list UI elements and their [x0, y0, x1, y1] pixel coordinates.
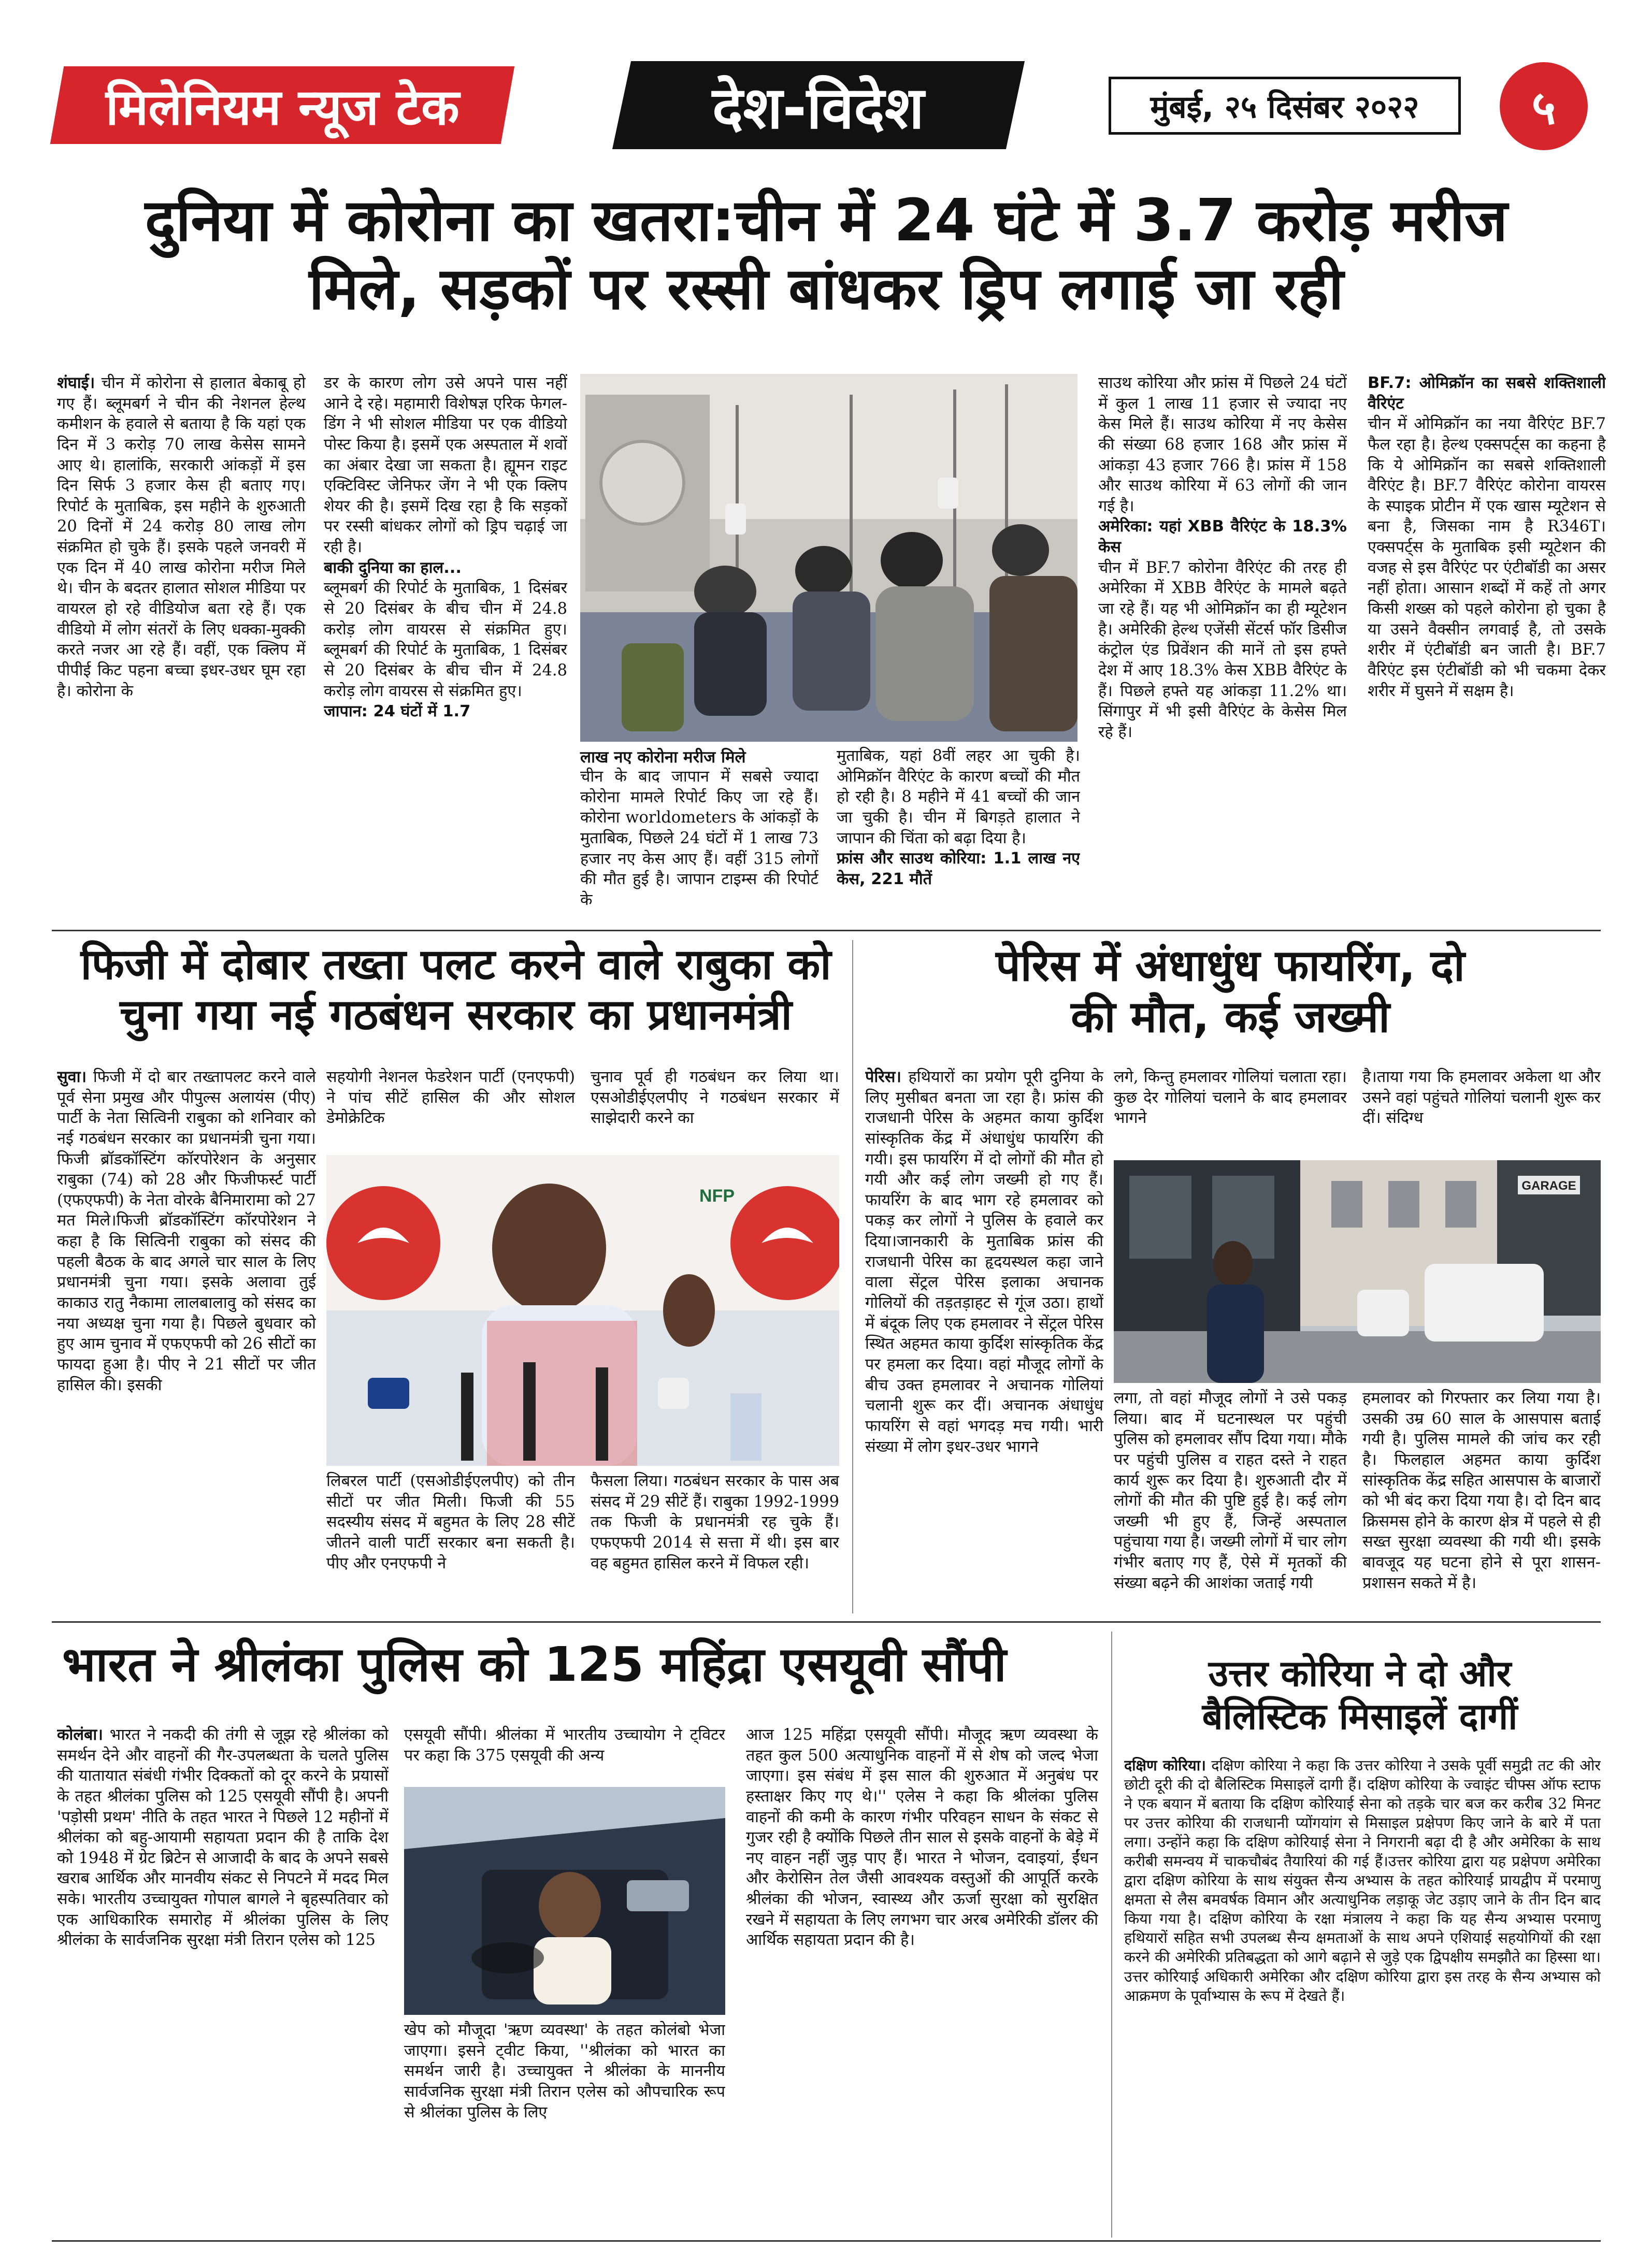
story1-col1: शंघाई। चीन में कोरोना से हालात बेकाबू हो गए हैं। ब्लूमबर्ग ने चीन की नेशनल हेल्थ कमीशन के हवाले से बताया है कि यहां एक दिन में 3 करोड़ 70 लाख केसेस सामने आए थे। हालांकि, सरकारी आंकड़ों में इस दिन सिर्फ 3 हजार केस ही बताए गए। रिपोर्ट के मुताबिक, इस महीने के शुरुआती 20 दिनों में 24 करोड़ 80 लाख लोग संक्रमित हो चुके हैं। इसके पहले जनवरी में एक दिन में 40 लाख कोरोना मरीज मिले थे। चीन के बदतर हालात सोशल मीडिया पर वायरल हो रहे वीडियोज बता रहे हैं। एक वीडियो में लोग संतरों के लिए धक्का-मुक्की करते नजर आ रहे हैं। वहीं, एक क्लिप में पीपीई किट पहना बच्चा इधर-उधर घूम रहा है। कोरोना के: [57, 374, 306, 700]
story4-col2-bottom: खेप को मौजूदा 'ऋण व्यवस्था' के तहत कोलंबो भेजा जाएगा। इसने ट्वीट किया, ''श्रीलंका को भारत का समर्थन जारी है। उच्चायुक्त ने श्रीलंका के माननीय सार्वजनिक सुरक्षा मंत्री तिरान एलेस को औपचारिक रूप से श्रीलंका पुलिस के लिए: [404, 2021, 725, 2122]
story1-headline: दुनिया में कोरोना का खतरा:चीन में 24 घंटे में 3.7 करोड़ मरीज मिले, सड़कों पर रस्सी बांधकर ड्रिप लगाई जा रही: [145, 187, 1508, 323]
paris-street-photo: [1114, 1160, 1601, 1383]
story1-col6: BF.7: ओमिक्रॉन का सबसे शक्तिशाली वैरिएंट चीन में ओमिक्रॉन का नया वैरिएंट BF.7 फैल रहा है। हेल्थ एक्सपर्ट्स का कहना है कि ये ओमिक्रॉन का सबसे शक्तिशाली वैरिएंट है। BF.7 वैरिएंट कोरोना वायरस के स्पाइक प्रोटीन में एक खास म्यूटेशन से बना है, जिसका नाम है R346T। एक्सपर्ट्स के मुताबिक इसी म्यूटेशन की वजह से इस वैरिएंट पर एंटीबॉडी का असर नहीं होता। आसान शब्दों में कहें तो अगर किसी शख्स को पहले कोरोना हो चुका है या उसने वैक्सीन लगवाई है, तो उसके शरीर में एंटीबॉडी बन जाती है। BF.7 वैरिएंट इस एंटीबॉडी को भी चकमा देकर शरीर में घुसने में सक्षम है।: [1368, 374, 1606, 700]
story4-col1: कोलंबा। भारत ने नकदी की तंगी से जूझ रहे श्रीलंका को समर्थन देने और वाहनों की गैर-उपलब्धता के चलते पुलिस की यातायात संबंधी गंभीर दिक्कतों को दूर करने के प्रयासों के तहत श्रीलंका पुलिस को 125 एसयूवी सौंपी है। अपनी 'पड़ोसी प्रथम' नीति के तहत भारत ने पिछले 12 महीनों में श्रीलंका को बहु-आयामी सहायता प्रदान की है ताकि देश को 1948 में ग्रेट ब्रिटेन से आजादी के बाद के अपने सबसे खराब आर्थिक और मानवीय संकट से निपटने में मदद मिल सके। भारतीय उच्चायुक्त गोपाल बागले ने बृहस्पतिवार को एक आधिकारिक समारोह में श्रीलंका पुलिस के लिए श्रीलंका के सार्वजनिक सुरक्षा मंत्री तिरान एलेस को 125: [57, 1726, 389, 1950]
divider: [52, 2240, 1601, 2242]
story4-headline: भारत ने श्रीलंका पुलिस को 125 महिंद्रा एसयूवी सौंपी: [62, 1637, 1007, 1692]
divider: [852, 940, 853, 1613]
story5-body: दक्षिण कोरिया। दक्षिण कोरिया ने कहा कि उत्तर कोरिया ने उसके पूर्वी समुद्री तट की ओर छोटी दूरी की दो बैलिस्टिक मिसाइलें दागी हैं। दक्षिण कोरिया के ज्वाइंट चीफ्स ऑफ स्टाफ ने एक बयान में बताया कि दक्षिण कोरियाई सेना को तड़के चार बज कर करीब 32 मिनट पर उत्तर कोरिया की राजधानी प्योंगयांग से मिसाइल प्रक्षेपण किए जाने के बारे में पता लगा। उन्होंने कहा कि दक्षिण कोरियाई सेना ने निगरानी बढ़ा दी है और अमेरिका के साथ करीबी समन्वय में चाकचौबंद तैयारियां की गई हैं।उत्तर कोरिया द्वारा यह प्रक्षेपण अमेरिका द्वारा दक्षिण कोरिया के साथ संयुक्त सैन्य अभ्यास के तहत कोरियाई प्रायद्वीप में परमाणु क्षमता से लैस बमवर्षक विमान और अत्याधुनिक लड़ाकू जेट उड़ाए जाने के तीन दिन बाद किया गया है। दक्षिण कोरिया के रक्षा मंत्रालय ने कहा कि यह सैन्य अभ्यास परमाणु हथियारों सहित सभी उपलब्ध सैन्य क्षमताओं के साथ अपने एशियाई सहयोगियों की रक्षा करने की अमेरिकी प्रतिबद्धता को आगे बढ़ाने से जुड़े एक द्विपक्षीय समझौते का हिस्सा था। उत्तर कोरियाई अधिकारी अमेरिका और दक्षिण कोरिया द्वारा इस तरह के सैन्य अभ्यास को आक्रमण के पूर्वाभ्यास के रूप में देखते हैं।: [1124, 1757, 1601, 2005]
story1-photo-caption: लाख नए कोरोना मरीज मिले: [580, 748, 746, 767]
story2-headline: फिजी में दोबार तख्ता पलट करने वाले राबुका को चुना गया नई गठबंधन सरकार का प्रधानमंत्री: [80, 940, 831, 1040]
story2-col3-bottom: फैसला लिया। गठबंधन सरकार के पास अब संसद में 29 सीटें हैं। राबुका 1992-1999 तक फिजी के प्रधानमंत्री रह चुके हैं। एफएफपी 2014 से सत्ता में थी। इस बार वह बहुमत हासिल करने में विफल रही।: [591, 1472, 839, 1573]
story5-headline: उत्तर कोरिया ने दो और बैलिस्टिक मिसाइलें दागीं: [1202, 1652, 1518, 1738]
page-number: ५: [1500, 62, 1588, 150]
story3-col1: पेरिस। हथियारों का प्रयोग पूरी दुनिया के लिए मुसीबत बनता जा रहा है। फ्रांस की राजधानी पेरिस के अहमत काया कुर्दिश सांस्कृतिक केंद्र में अंधाधुंध फायरिंग की गयी। इस फायरिंग में दो लोगों की मौत हो गयी और कई लोग जख्मी हो गए हैं। फायरिंग के बाद भाग रहे हमलावर को पकड़ कर लोगों ने पुलिस के हवाले कर दिया।जानकारी के मुताबिक फ्रांस की राजधानी पेरिस का हृदयस्थल कहा जाने वाला सेंट्रल पेरिस इलाका अचानक गोलियों की तड़तड़ाहट से गूंज उठा। हाथों में बंदूक लिए एक हमलावर ने सेंट्रल पेरिस स्थित अहमत काया कुर्दिश सांस्कृतिक केंद्र पर हमला कर दिया। वहां मौजूद लोगों के बीच उक्त हमलावर ने अचानक गोलियां चलानी शुरू कर दीं। अचानक अंधाधुंध फायरिंग से वहां भगदड़ मच गयी। भारी संख्या में लोग इधर-उधर भागने: [865, 1068, 1103, 1456]
story1-col3: चीन के बाद जापान में सबसे ज्यादा कोरोना मामले रिपोर्ट किए जा रहे हैं। कोरोना worldometers के आंकड़ों के मुताबिक, पिछले 24 घंटों में 1 लाख 73 हजार नए केस आए हैं। वहीं 315 लोगों की मौत हुई है। जापान टाइम्स की रिपोर्ट के: [580, 768, 818, 909]
story2-col1: सुवा। फिजी में दो बार तख्तापलट करने वाले पूर्व सेना प्रमुख और पीपुल्स अलायंस (पीए) पार्टी के नेता सित्विनी राबुका को शनिवार को नई गठबंधन सरकार का प्रधानमंत्री चुना गया। फिजी ब्रॉडकॉस्टिंग कॉरपोरेशन के अनुसार राबुका (74) को 28 और फिजीफर्स्ट पार्टी (एफएफपी) के नेता वोरके बैनिमारामा को 27 मत मिले।फिजी ब्रॉडकॉस्टिंग कॉरपोरेशन ने कहा है कि सित्विनी राबुका को संसद की पहली बैठक के बाद अगले चार साल के लिए प्रधानमंत्री चुना गया। इसके अलावा तुई काकाउ रातु नैकामा लालबालावु को संसद का नया अध्यक्ष चुना गया है। पिछले बुधवार को हुए आम चुनाव में एफएफपी को 26 सीटों का फायदा हुआ है। पीए ने 21 सीटों पर जीत हासिल की। इसकी: [57, 1068, 316, 1394]
story4-col2-top: एसयूवी सौंपी। श्रीलंका में भारतीय उच्चायोग ने ट्विटर पर कहा कि 375 एसयूवी की अन्य: [404, 1726, 725, 1765]
suv-handover-photo: [404, 1787, 725, 2015]
story3-col3-bottom: हमलावर को गिरफ्तार कर लिया गया है। उसकी उम्र 60 साल के आसपास बताई गयी है। पुलिस मामले की जांच कर रही है। फिलहाल अहमत काया कुर्दिश सांस्कृतिक केंद्र सहित आसपास के बाजारों को भी बंद करा दिया गया है। दो दिन बाद क्रिसमस होने के कारण क्षेत्र में पहले से ही सख्त सुरक्षा व्यवस्था की गयी थी। इसके बावजूद यह घटना होने से पूरा शासन-प्रशासन सकते में है।: [1362, 1389, 1601, 1592]
hospital-drip-photo: [580, 374, 1078, 742]
story4-col3: आज 125 महिंद्रा एसयूवी सौंपी। मौजूद ऋण व्यवस्था के तहत कुल 500 अत्याधुनिक वाहनों में से शेष को जल्द भेजा जाएगा। इस संबंध में इस साल की शुरुआत में अनुबंध पर हस्ताक्षर किए गए थे।'' एलेस ने कहा कि श्रीलंका पुलिस वाहनों की कमी के कारण गंभीर परिवहन साधन के संकट से गुजर रही है क्योंकि पिछले तीन साल से इसके वाहनों के बेड़े में नए वाहन नहीं जुड़ पाए हैं। भारत ने भोजन, दवाइयां, ईंधन और केरोसिन तेल जैसी आवश्यक वस्तुओं की आपूर्ति करके श्रीलंका की भोजन, स्वास्थ्य और ऊर्जा सुरक्षा को सुरक्षित रखने में सहायता के लिए लगभग चार अरब अमेरिकी डॉलर की आर्थिक सहायता प्रदान की है।: [746, 1726, 1098, 1950]
story1-col2: डर के कारण लोग उसे अपने पास नहीं आने दे रहे। महामारी विशेषज्ञ एरिक फेगल-डिंग ने भी सोशल मीडिया पर एक वीडियो पोस्ट किया है। इसमें एक अस्पताल में शवों का अंबार देखा जा सकता है। ह्यूमन राइट एक्टिविस्ट जेनिफर जेंग ने भी एक क्लिप शेयर की है। इसमें दिख रहा है कि सड़कों पर रस्सी बांधकर लोगों को ड्रिप चढ़ाई जा रही है। बाकी दुनिया का हाल... ब्लूमबर्ग की रिपोर्ट के मुताबिक, 1 दिसंबर से 20 दिसंबर के बीच चीन में 24.8 करोड़ लोग वायरस से संक्रमित हुए। ब्लूमबर्ग की रिपोर्ट के मुताबिक, 1 दिसंबर से 20 दिसंबर के बीच चीन में 24.8 करोड़ लोग वायरस से संक्रमित हुए। जापान: 24 घंटों में 1.7: [324, 374, 567, 721]
divider: [1111, 1632, 1112, 2238]
story2-col2-top: सहयोगी नेशनल फेडरेशन पार्टी (एनएफपी) ने पांच सीटें हासिल की और सोशल डेमोक्रेटिक: [326, 1068, 575, 1128]
story1-col5: साउथ कोरिया और फ्रांस में पिछले 24 घंटों में कुल 1 लाख 11 हजार से ज्यादा नए केस मिले हैं। साउथ कोरिया में नए केसेस की संख्या 68 हजार 168 और फ्रांस में आंकड़ा 43 हजार 766 है। फ्रांस में 158 और साउथ कोरिया में 63 लोगों की जान गई है। अमेरिका: यहां XBB वैरिएंट के 18.3% केस चीन में BF.7 कोरोना वैरिएंट की तरह ही अमेरिका में XBB वैरिएंट के मामले बढ़ते जा रहे हैं। यह भी ओमिक्रॉन का ही म्यूटेशन है। अमेरिकी हेल्थ एजेंसी सेंटर्स फॉर डिसीज कंट्रोल एंड प्रिवेंशन की मानें तो इस हफ्ते देश में आए 18.3% केस XBB वैरिएंट के हैं। पिछले हफ्ते यह आंकड़ा 11.2% था। सिंगापुर में भी इसी वैरिएंट के केसेस मिल रहे हैं।: [1098, 374, 1347, 741]
divider: [52, 1621, 1601, 1623]
story1-col4: मुताबिक, यहां 8वीं लहर आ चुकी है। ओमिक्रॉन वैरिएंट के कारण बच्चों की मौत हो रही है। 8 महीने में 41 बच्चों की जान जा चुकी है। चीन में बिगड़ते हालात ने जापान की चिंता को बढ़ा दिया है। फ्रांस और साउथ कोरिया: 1.1 लाख नए केस, 221 मौतें: [837, 747, 1080, 888]
story2-col3-top: चुनाव पूर्व ही गठबंधन कर लिया था। एसओडीईएलपीए ने गठबंधन सरकार में साझेदारी करने का: [591, 1068, 839, 1128]
story3-col2-top: लगे, किन्तु हमलावर गोलियां चलाता रहा। कुछ देर गोलियां चलाने के बाद हमलावर भागने: [1114, 1068, 1347, 1128]
section-title: देश-विदेश: [612, 61, 1025, 149]
story3-col3-top: है।ताया गया कि हमलावर अकेला था और उसने वहां पहुंचते गोलियां चलानी शुरू कर दीं। संदिग्ध: [1362, 1068, 1601, 1128]
story3-headline: पेरिस में अंधाधुंध फायरिंग, दो की मौत, कई जख्मी: [996, 940, 1465, 1043]
issue-date: मुंबई, २५ दिसंबर २०२२: [1109, 77, 1461, 135]
backdrop-letters: NFP: [699, 1186, 735, 1206]
story3-col2-bottom: लगा, तो वहां मौजूद लोगों ने उसे पकड़ लिया। बाद में घटनास्थल पर पहुंची पुलिस को हमलावर सौंप दिया गया। मौके पर पहुंची पुलिस व राहत दस्ते ने राहत कार्य शुरू कर दिया है। शुरुआती दौर में लोगों की मौत की पुष्टि हुई है। कई लोग जख्मी भी हुए हैं, जिन्हें अस्पताल पहुंचाया गया है। जख्मी लोगों में चार लोग गंभीर बताए गए हैं, ऐसे में मृतकों की संख्या बढ़ने की आशंका जताई गयी: [1114, 1389, 1347, 1592]
rabuka-press-photo: [326, 1155, 839, 1466]
divider: [52, 930, 1601, 931]
garage-sign: GARAGE: [1521, 1179, 1576, 1193]
brand-logo: मिलेनियम न्यूज टेक: [50, 66, 514, 144]
story2-col2-bottom: लिबरल पार्टी (एसओडीईएलपीए) को तीन सीटों पर जीत मिली। फिजी की 55 सदस्यीय संसद में बहुमत के लिए 28 सीटें जीतने वाली पार्टी सरकार बना सकती है। पीए और एनएफपी ने: [326, 1472, 575, 1573]
